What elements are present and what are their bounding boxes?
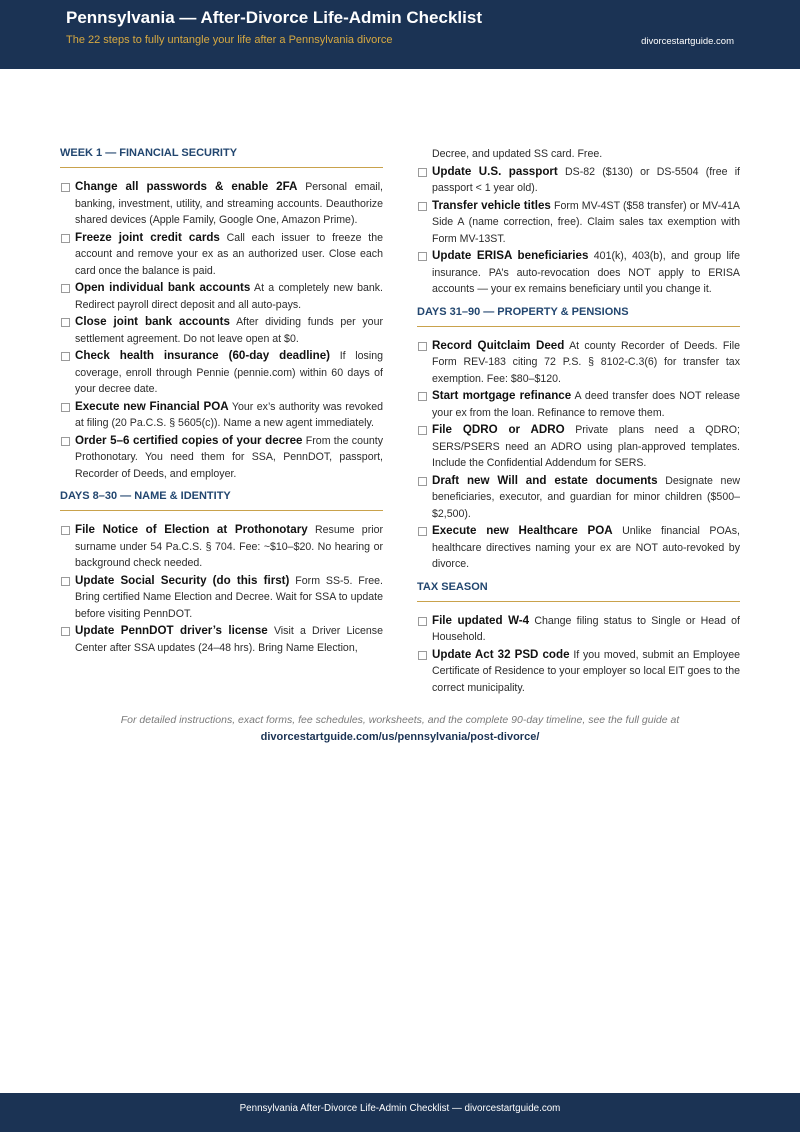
checkbox[interactable]	[61, 284, 70, 293]
checklist-item	[417, 647, 740, 697]
checklist-item-description: Personal email, banking, investment, utility, and streaming accounts. Deauthorize shared devices (Apple Family, Google One, Amazon Prime).	[75, 181, 383, 226]
checkbox[interactable]	[418, 392, 427, 401]
section-heading-week1: WEEK 1 — FINANCIAL SECURITY	[60, 147, 383, 168]
checklist-item-description: Resume prior surname under 54 Pa.C.S. § 704. Fee: ~$10–$20. No hearing or background check needed.	[75, 524, 384, 569]
section-heading-days31: DAYS 31–90 — PROPERTY & PENSIONS	[417, 306, 740, 327]
checklist-item	[417, 198, 740, 248]
checkbox[interactable]	[61, 627, 70, 636]
checklist-item-title: Open individual bank accounts	[75, 281, 251, 294]
tax-list	[417, 613, 740, 697]
checkbox[interactable]	[418, 252, 427, 261]
checklist-item-description: At county Recorder of Deeds. File Form REV-183 citing 72 P.S. § 8102-C.3(6) for transfer tax exemption. Fee: $80–$120.	[432, 339, 740, 385]
checklist-item-description: Private plans need a QDRO; SERS/PSERS need an ADRO using plan-approved templates. Include the Confidential Addendum for SERS.	[432, 424, 740, 469]
checklist-item-description: Your ex’s authority was revoked at filing (20 Pa.C.S. § 5605(c)). Name a new agent immediately.	[75, 400, 383, 429]
checklist-item-description: A deed transfer does NOT release your ex from the loan. Refinance to remove them.	[432, 390, 740, 419]
checklist-item	[60, 314, 383, 347]
checkbox[interactable]	[418, 202, 427, 211]
checklist-item	[417, 422, 740, 472]
checklist-item-title: Close joint bank accounts	[75, 315, 230, 328]
checklist-item-title: Update PennDOT driver’s license	[75, 624, 268, 637]
days8-list	[60, 522, 383, 656]
checkbox[interactable]	[418, 527, 427, 536]
checklist-item-title: Check health insurance (60-day deadline)	[75, 349, 331, 362]
checklist-item-description: Visit a Driver License Center after SSA updates (24–48 hrs). Bring Name Election,	[75, 625, 383, 654]
checklist-item-title: File updated W-4	[432, 613, 530, 627]
checklist-item	[417, 523, 740, 573]
left-column	[60, 147, 383, 657]
checklist-item-description: Call each issuer to freeze the account and remove your ex as an authorized user. Close each card once the balance is paid.	[75, 231, 384, 277]
checklist-item-title: Execute new Financial POA	[75, 399, 229, 413]
checklist-item-description: Unlike financial POAs, healthcare directives naming your ex are NOT auto-revoked by divorce.	[432, 525, 740, 570]
checklist-item-title: Update U.S. passport	[432, 164, 558, 178]
page-header	[0, 0, 800, 69]
days8-list-continued	[417, 164, 740, 298]
week1-list	[60, 179, 383, 482]
footer-note: For detailed instructions, exact forms, fee schedules, worksheets, and the complete 90-day timeline, see the full guide at	[120, 714, 680, 726]
checklist-item	[60, 179, 383, 229]
checklist-item	[417, 338, 740, 388]
checklist-item-title: Change all passwords & enable 2FA	[75, 180, 298, 193]
section-heading-tax: TAX SEASON	[417, 581, 740, 602]
right-column	[417, 146, 740, 697]
checklist-item	[417, 473, 740, 523]
footer-guide-link[interactable]: divorcestartguide.com/us/pennsylvania/post-divorce/	[260, 731, 540, 743]
checkbox[interactable]	[61, 183, 70, 192]
checklist-item-description: If you moved, submit an Employee Certificate of Residence to your employer so local EIT goes to the correct municipality.	[432, 648, 740, 694]
checkbox[interactable]	[61, 577, 70, 586]
checklist-item-description: If losing coverage, enroll through Pennie (pennie.com) within 60 days of your decree date.	[75, 350, 383, 395]
checklist-item-description: From the county Prothonotary. You need them for SSA, PennDOT, passport, Recorder of Deeds, and employer.	[75, 434, 383, 480]
checklist-item-title: Freeze joint credit cards	[75, 230, 220, 244]
header-site-link[interactable]: divorcestartguide.com	[641, 36, 734, 47]
checklist-item	[60, 399, 383, 432]
checklist-item-title: File Notice of Election at Prothonotary	[75, 523, 308, 536]
checkbox[interactable]	[61, 318, 70, 327]
list-item-continuation: Decree, and updated SS card. Free.	[432, 148, 603, 160]
checkbox[interactable]	[61, 403, 70, 412]
checklist-item	[417, 164, 740, 197]
checklist-item	[417, 613, 740, 646]
checkbox[interactable]	[418, 617, 427, 626]
checkbox[interactable]	[418, 168, 427, 177]
checklist-item-title: File QDRO or ADRO	[432, 423, 565, 436]
checkbox[interactable]	[61, 526, 70, 535]
checkbox[interactable]	[418, 651, 427, 660]
checklist-item-description: After dividing funds per your settlement agreement. Do not leave open at $0.	[75, 316, 383, 345]
checklist-item-title: Transfer vehicle titles	[432, 198, 551, 212]
checkbox[interactable]	[61, 234, 70, 243]
checklist-item-description: Form SS-5. Free. Bring certified Name Election and Decree. Wait for SSA to update before visiting PennDOT.	[75, 574, 383, 620]
checklist-item-title: Update Social Security (do this first)	[75, 573, 290, 587]
checkbox[interactable]	[418, 426, 427, 435]
checklist-item	[60, 433, 383, 483]
checklist-item	[60, 623, 383, 656]
checklist-item	[60, 348, 383, 398]
footer-bar-text: Pennsylvania After-Divorce Life-Admin Checklist — divorcestartguide.com	[239, 1103, 561, 1114]
checkbox[interactable]	[418, 342, 427, 351]
checklist-item	[60, 280, 383, 313]
checkbox[interactable]	[61, 352, 70, 361]
checklist-item	[417, 248, 740, 298]
checklist-item-description: At a completely new bank. Redirect payroll direct deposit and all auto-pays.	[75, 282, 383, 311]
checklist-item-description: 401(k), 403(b), and group life insurance. PA’s auto-revocation does NOT apply to ERISA accounts — your ex remains beneficiary until you change it.	[432, 250, 741, 295]
checklist-item-title: Start mortgage refinance	[432, 389, 572, 402]
checklist-item-title: Update ERISA beneficiaries	[432, 249, 589, 262]
checkbox[interactable]	[61, 437, 70, 446]
checkbox[interactable]	[418, 477, 427, 486]
page-subtitle: The 22 steps to fully untangle your life after a Pennsylvania divorce	[66, 34, 393, 46]
checklist-item-description: DS-82 ($130) or DS-5504 (free if passport < 1 year old).	[432, 165, 740, 194]
checklist-item-description: Designate new beneficiaries, executor, and guardian for minor children ($500–$2,500).	[432, 474, 740, 520]
checklist-item-title: Update Act 32 PSD code	[432, 647, 570, 661]
checklist-item-description: Change filing status to Single or Head of Household.	[432, 614, 740, 643]
footer-bar	[0, 1093, 800, 1132]
checklist-item-title: Draft new Will and estate documents	[432, 473, 658, 487]
page-title: Pennsylvania — After-Divorce Life-Admin Checklist	[66, 8, 482, 27]
checklist-item-title: Execute new Healthcare POA	[432, 524, 613, 537]
checklist-item	[60, 573, 383, 623]
checklist-item-description: Form MV-4ST ($58 transfer) or MV-41A Side A (name correction, free). Claim sales tax exemption with Form MV-13ST.	[432, 199, 740, 245]
checklist-item-title: Order 5–6 certified copies of your decree	[75, 433, 303, 447]
days31-list	[417, 338, 740, 573]
checklist-item	[60, 230, 383, 280]
checklist-item-title: Record Quitclaim Deed	[432, 338, 565, 352]
checklist-item	[417, 388, 740, 421]
section-heading-days8: DAYS 8–30 — NAME & IDENTITY	[60, 490, 383, 511]
checklist-item	[60, 522, 383, 572]
